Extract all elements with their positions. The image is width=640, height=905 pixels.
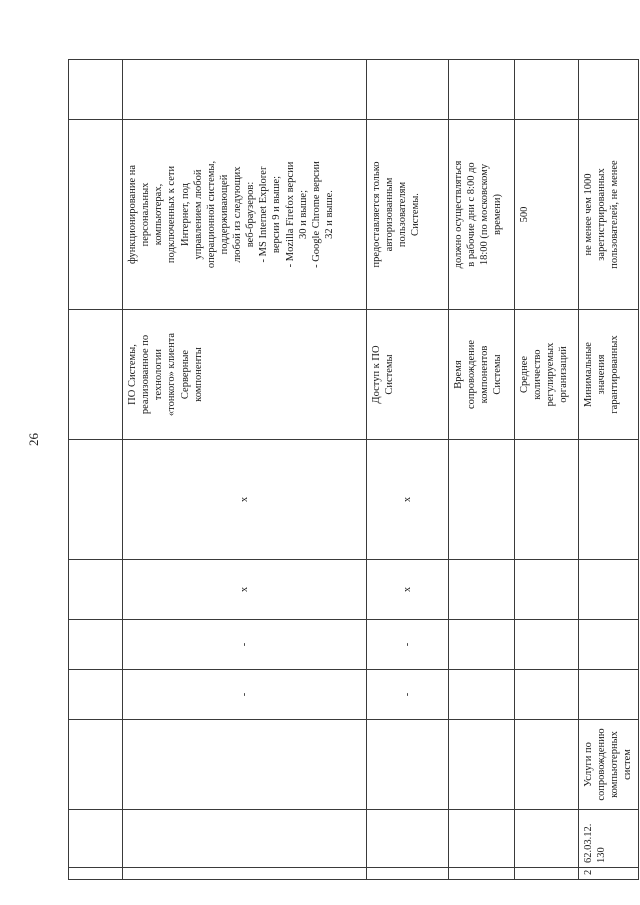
characteristic-cell: Доступ к ПО Системы (367, 310, 449, 440)
table-cell (123, 810, 367, 868)
table-cell (123, 60, 367, 120)
value-cell: 500 (515, 120, 579, 310)
table-cell (579, 60, 639, 120)
table-cell (515, 560, 579, 620)
dash-cell: - (123, 620, 367, 670)
table-cell (449, 620, 515, 670)
table-cell (579, 670, 639, 720)
x-cell: x (367, 440, 449, 560)
table-row (123, 60, 367, 880)
page-number: 26 (26, 433, 41, 446)
table-cell (69, 60, 123, 120)
table-cell (449, 60, 515, 120)
table-cell (367, 868, 449, 880)
table-row (367, 60, 449, 880)
table-cell (449, 440, 515, 560)
table-cell (367, 720, 449, 810)
x-cell: x (123, 560, 367, 620)
table-cell (449, 810, 515, 868)
code-cell: 62.03.12. 130 (579, 810, 639, 868)
table-row (69, 60, 123, 880)
characteristic-cell: Среднее количество регулируемых организаций (515, 310, 579, 440)
table-cell (367, 60, 449, 120)
table-cell (69, 810, 123, 868)
characteristic-cell: ПО Системы, реализованное по технологии «тонкого» клиента Серверные компоненты (123, 310, 367, 440)
table-cell (69, 120, 123, 310)
table-cell (515, 868, 579, 880)
table-cell (69, 868, 123, 880)
dash-cell: - (367, 620, 449, 670)
table-cell (367, 810, 449, 868)
table-cell (515, 670, 579, 720)
value-cell: предоставляется только авторизованным пользователям Системы. (367, 120, 449, 310)
table-cell (69, 310, 123, 440)
x-cell: x (367, 560, 449, 620)
table-cell (515, 60, 579, 120)
table-cell (579, 560, 639, 620)
value-cell: должно осуществляться в рабочие дни с 8:00 до 18:00 (по московскому времени) (449, 120, 515, 310)
table-cell (579, 620, 639, 670)
specification-table-wrapper (68, 60, 634, 880)
table-cell (449, 868, 515, 880)
dash-cell: - (123, 670, 367, 720)
table-cell (515, 720, 579, 810)
value-cell: функционирование на персональных компьютерах, подключенных к сети Интернет, под управлением любой операционной системы, поддерживающей любой из следующих веб-браузеров: - MS Internet Explorer версии 9 и выше; - Mozilla Firefox версии 30 и выше; - Google Chrome версии 32 и выше. (123, 120, 367, 310)
table-row (449, 60, 515, 880)
table-cell (515, 620, 579, 670)
specification-table (68, 59, 639, 880)
table-cell (69, 560, 123, 620)
table-cell (449, 560, 515, 620)
table-cell (449, 720, 515, 810)
service-name-cell: Услуги по сопровождению компьютерных систем (579, 720, 639, 810)
table-row (515, 60, 579, 880)
table-cell (515, 810, 579, 868)
table-row (579, 60, 639, 880)
table-cell (449, 670, 515, 720)
table-cell (69, 440, 123, 560)
dash-cell: - (367, 670, 449, 720)
row-number-cell: 2 (579, 868, 639, 880)
x-cell: x (123, 440, 367, 560)
characteristic-cell: Минимальные значения гарантированных (579, 310, 639, 440)
table-cell (69, 720, 123, 810)
table-cell (123, 868, 367, 880)
value-cell: не менее чем 1000 зарегистрированных пользователей, не менее (579, 120, 639, 310)
table-cell (579, 440, 639, 560)
table-cell (69, 670, 123, 720)
table-cell (123, 720, 367, 810)
table-cell (69, 620, 123, 670)
characteristic-cell: Время сопровождение компонентов Системы (449, 310, 515, 440)
table-cell (515, 440, 579, 560)
